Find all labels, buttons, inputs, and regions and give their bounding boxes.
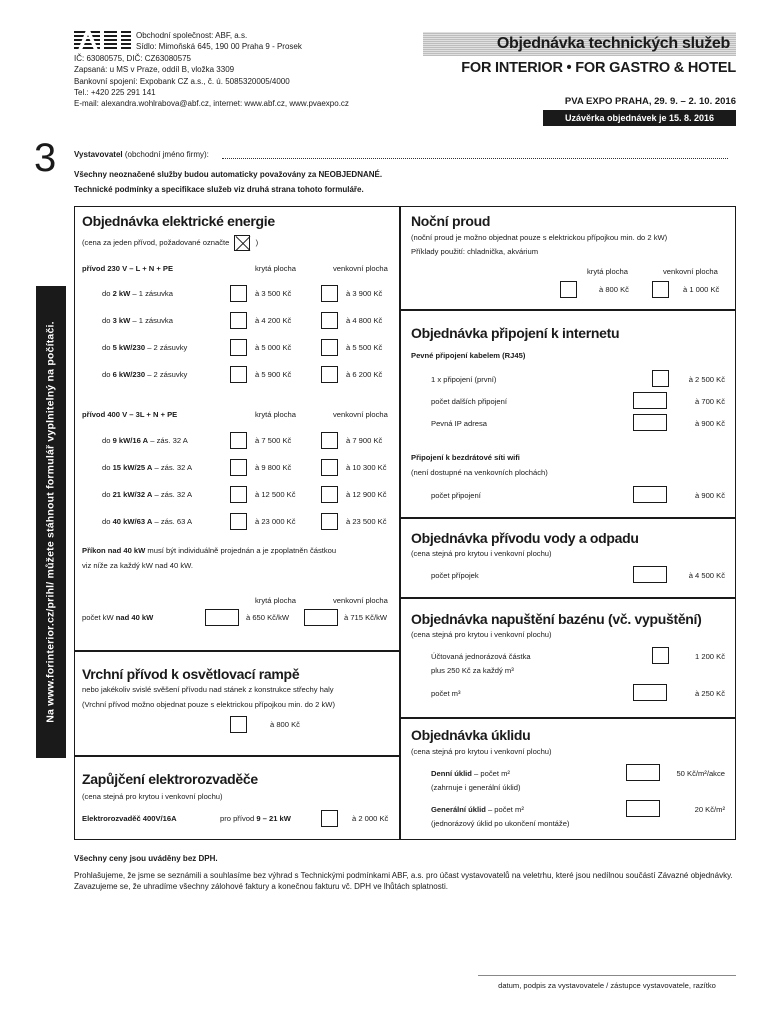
cross-mark-icon <box>234 235 250 251</box>
pool-label2: počet m³ <box>431 689 461 698</box>
daily-label-bold: Denní úklid <box>431 769 472 778</box>
pool-checkbox[interactable] <box>652 647 669 664</box>
water-price: à 4 500 Kč <box>688 571 725 580</box>
kw-outdoor-input[interactable] <box>304 609 338 626</box>
over40-note <box>82 546 336 555</box>
power-outdoor-price: à 3 900 Kč <box>346 289 383 298</box>
power-row-label <box>102 517 192 526</box>
cleaning-hint: (cena stejná pro krytou i venkovní plochu) <box>411 747 552 756</box>
water-title: Objednávka přívodu vody a odpadu <box>411 530 639 546</box>
power-row-label-pre: do <box>102 343 113 352</box>
company-line: Bankovní spojení: Expobank CZ a.s., č. ú. 5085320005/4000 <box>74 76 290 86</box>
declaration-text: Prohlašujeme, že jsme se seznámili a souhlasíme bez výhrad s Technickými podmínkami ABF, a.s. pro účast vystavovatelů na veletrhu, které jsou nedílnou součástí Závazné objednávky. Zavazujeme se, že uhradíme všechny zálohové faktury a konečnou fakturu vč. DPH ve lhůtách splatnosti. <box>74 871 733 891</box>
power-covered-price: à 3 500 Kč <box>255 289 292 298</box>
night-covered-price: à 800 Kč <box>599 285 629 294</box>
power-row-label-rest: – zás. 63 A <box>152 517 193 526</box>
unmarked-note: Všechny neoznačené služby budou automaticky považovány za NEOBJEDNANÉ. <box>74 170 383 179</box>
electric-title: Objednávka elektrické energie <box>82 213 275 229</box>
power-covered-price: à 4 200 Kč <box>255 316 292 325</box>
distributor-for-pre: pro přívod <box>220 814 257 823</box>
internet-extra-input[interactable] <box>633 392 667 409</box>
internet-fixed-label: Pevné připojení kabelem (RJ45) <box>411 351 526 360</box>
company-line: Tel.: +420 225 291 141 <box>74 88 156 98</box>
kw-label-bold: nad 40 kW <box>115 613 154 622</box>
exhibitor-name-field[interactable] <box>222 158 728 159</box>
internet-wifi-label: Připojení k bezdrátové síti wifi <box>411 453 520 462</box>
col-outdoor: venkovní plocha <box>663 267 718 276</box>
power-row-label-bold: 5 kW/230 <box>112 343 146 352</box>
power-row-label-rest: – 1 zásuvka <box>130 289 173 298</box>
power-covered-checkbox[interactable] <box>230 366 247 383</box>
internet-wifi-row-label: počet připojení <box>431 491 481 500</box>
power-covered-checkbox[interactable] <box>230 312 247 329</box>
distributor-title: Zapůjčení elektrorozvaděče <box>82 771 258 787</box>
internet-title: Objednávka připojení k internetu <box>411 325 620 341</box>
pool-line1: Účtovaná jednorázová částka <box>431 652 531 661</box>
kw-over40-label <box>82 613 153 622</box>
form-title: Objednávka technických služeb <box>423 32 736 56</box>
power-row-label <box>102 316 173 325</box>
power-outdoor-price: à 10 300 Kč <box>346 463 387 472</box>
power-row-label-bold: 3 kW <box>112 316 131 325</box>
exhibitor-label-bold: Vystavovatel <box>74 150 123 159</box>
power-outdoor-checkbox[interactable] <box>321 339 338 356</box>
night-covered-checkbox[interactable] <box>560 281 577 298</box>
power-covered-checkbox[interactable] <box>230 486 247 503</box>
internet-wifi-input[interactable] <box>633 486 667 503</box>
power-covered-checkbox[interactable] <box>230 285 247 302</box>
power-row-label-rest: – zás. 32 A <box>152 490 193 499</box>
power-row-label-bold: 21 kW/32 A <box>112 490 153 499</box>
water-label: počet přípojek <box>431 571 479 580</box>
over40-bold: Příkon nad 40 kW <box>82 546 146 555</box>
form-number: 3 <box>34 136 57 180</box>
general-price: 20 Kč/m² <box>694 805 725 814</box>
power-row-label-pre: do <box>102 370 113 379</box>
power-covered-checkbox[interactable] <box>230 459 247 476</box>
night-line2: Příklady použití: chladnička, akvárium <box>411 247 539 256</box>
power-row-label-rest: – zás. 32 A <box>148 436 188 445</box>
distributor-price: à 2 000 Kč <box>352 814 389 823</box>
ramp-panel <box>74 651 400 756</box>
pool-title: Objednávka napuštění bazénu (vč. vypuštění) <box>411 611 702 627</box>
power-outdoor-checkbox[interactable] <box>321 285 338 302</box>
internet-first-checkbox[interactable] <box>652 370 669 387</box>
daily-price: 50 Kč/m²/akce <box>676 769 725 778</box>
distributor-for-bold: 9 – 21 kW <box>256 814 291 823</box>
power-row-label-bold: 15 kW/25 A <box>112 463 153 472</box>
internet-row-price: à 700 Kč <box>695 397 725 406</box>
power-row-label-rest: – 2 zásuvky <box>145 370 188 379</box>
electric-hint-post: ) <box>255 238 259 247</box>
power-outdoor-checkbox[interactable] <box>321 459 338 476</box>
pool-line2: plus 250 Kč za každý m³ <box>431 666 514 675</box>
ramp-price: à 800 Kč <box>270 720 300 729</box>
power-row-label <box>102 370 187 379</box>
col-covered: krytá plocha <box>587 267 628 276</box>
power-row-label <box>102 490 192 499</box>
power-covered-price: à 12 500 Kč <box>255 490 296 499</box>
col-covered: krytá plocha <box>255 264 296 273</box>
distributor-panel <box>74 756 400 840</box>
power-outdoor-price: à 23 500 Kč <box>346 517 387 526</box>
ramp-checkbox[interactable] <box>230 716 247 733</box>
signature-label: datum, podpis za vystavovatele / zástupce vystavovatele, razítko <box>498 981 716 990</box>
pool-panel <box>400 598 736 718</box>
power-outdoor-checkbox[interactable] <box>321 432 338 449</box>
distributor-for <box>220 814 291 823</box>
kw-label-pre: počet kW <box>82 613 116 622</box>
water-panel <box>400 518 736 598</box>
internet-wifi-note: (není dostupné na venkovních plochách) <box>411 468 548 477</box>
daily-label <box>431 769 510 778</box>
pool-hint: (cena stejná pro krytou i venkovní plochu) <box>411 630 552 639</box>
power-row-label <box>102 289 173 298</box>
power-row-label <box>102 436 188 445</box>
deadline-badge: Uzávěrka objednávek je 15. 8. 2016 <box>543 110 736 126</box>
daily-note: (zahrnuje i generální úklid) <box>431 783 521 792</box>
daily-m2-input[interactable] <box>626 764 660 781</box>
distributor-hint: (cena stejná pro krytou i venkovní plochu) <box>82 792 223 801</box>
internet-row-label: počet dalších připojení <box>431 397 507 406</box>
company-line: Zapsaná: u MS v Praze, oddíl B, vložka 3309 <box>74 65 235 75</box>
electric-panel <box>74 206 400 651</box>
distributor-checkbox[interactable] <box>321 810 338 827</box>
night-line1: (noční proud je možno objednat pouze s elektrickou přípojkou min. do 2 kW) <box>411 233 668 242</box>
form-subtitle: FOR INTERIOR • FOR GASTRO & HOTEL <box>461 60 736 76</box>
vat-note: Všechny ceny jsou uváděny bez DPH. <box>74 854 218 863</box>
exhibitor-label-rest: (obchodní jméno firmy): <box>122 150 209 159</box>
general-label <box>431 805 524 814</box>
internet-wifi-price: à 900 Kč <box>695 491 725 500</box>
power-row-label-pre: do <box>102 436 113 445</box>
night-panel <box>400 206 736 310</box>
water-input[interactable] <box>633 566 667 583</box>
power-covered-price: à 23 000 Kč <box>255 517 296 526</box>
company-line: Obchodní společnost: ABF, a.s. <box>136 31 248 40</box>
power-covered-checkbox[interactable] <box>230 339 247 356</box>
group-400v-label: přívod 400 V – 3L + N + PE <box>82 410 178 419</box>
group-230v-label: přívod 230 V – L + N + PE <box>82 264 174 273</box>
power-row-label-pre: do <box>102 463 113 472</box>
power-row-label-bold: 40 kW/63 A <box>112 517 153 526</box>
col-outdoor: venkovní plocha <box>333 264 388 273</box>
power-covered-price: à 7 500 Kč <box>255 436 292 445</box>
power-outdoor-checkbox[interactable] <box>321 513 338 530</box>
over40-note-2: viz níže za každý kW nad 40 kW. <box>82 561 193 570</box>
sidebar-download-text: Na www.forinterior.cz/prihl/ můžete stáhnout formulář vyplnitelný na počítači. <box>44 321 57 723</box>
internet-row-label: 1 x připojení (první) <box>431 375 497 384</box>
col-outdoor: venkovní plocha <box>333 410 388 419</box>
internet-row-label: Pevná IP adresa <box>431 419 488 428</box>
pool-price2: à 250 Kč <box>695 689 725 698</box>
power-covered-checkbox[interactable] <box>230 432 247 449</box>
over40-rest: musí být individuálně projednán a je zpoplatněn částkou <box>145 546 337 555</box>
power-row-label-pre: do <box>102 517 113 526</box>
ramp-title: Vrchní přívod k osvětlovací rampě <box>82 666 300 682</box>
general-label-bold: Generální úklid <box>431 805 486 814</box>
general-note: (jednorázový úklid po ukončení montáže) <box>431 819 570 828</box>
company-line: IČ: 63080575, DIČ: CZ63080575 <box>74 53 191 63</box>
power-row-label-bold: 2 kW <box>112 289 131 298</box>
power-row-label-rest: – zás. 32 A <box>152 463 193 472</box>
power-row-label <box>102 463 192 472</box>
kw-outdoor-price: à 715 Kč/kW <box>344 613 388 622</box>
night-title: Noční proud <box>411 213 491 229</box>
power-row-label-rest: – 2 zásuvky <box>145 343 188 352</box>
company-line: Sídlo: Mimoňská 645, 190 00 Praha 9 - Prosek <box>136 42 302 52</box>
internet-row-price: à 900 Kč <box>695 419 725 428</box>
distributor-label: Elektrorozvaděč 400V/16A <box>82 814 177 823</box>
ramp-line1: nebo jakékoliv svislé svěšení přívodu nad stánek z konstrukce střechy haly <box>82 685 334 694</box>
power-outdoor-price: à 7 900 Kč <box>346 436 383 445</box>
water-hint: (cena stejná pro krytou i venkovní plochu) <box>411 549 552 558</box>
power-covered-checkbox[interactable] <box>230 513 247 530</box>
power-row-label-pre: do <box>102 490 113 499</box>
power-covered-price: à 5 000 Kč <box>255 343 292 352</box>
power-row-label-pre: do <box>102 289 113 298</box>
power-outdoor-price: à 6 200 Kč <box>346 370 383 379</box>
power-outdoor-price: à 5 500 Kč <box>346 343 383 352</box>
col-outdoor: venkovní plocha <box>333 596 388 605</box>
internet-row-price: à 2 500 Kč <box>688 375 725 384</box>
pool-m3-input[interactable] <box>633 684 667 701</box>
power-row-label-pre: do <box>102 316 113 325</box>
kw-covered-price: à 650 Kč/kW <box>246 613 290 622</box>
sidebar-banner <box>36 286 66 758</box>
power-row-label-bold: 6 kW/230 <box>112 370 146 379</box>
expo-dates: PVA EXPO PRAHA, 29. 9. – 2. 10. 2016 <box>564 96 736 107</box>
exhibitor-label <box>74 150 209 160</box>
power-covered-price: à 5 900 Kč <box>255 370 292 379</box>
power-covered-price: à 9 800 Kč <box>255 463 292 472</box>
power-outdoor-checkbox[interactable] <box>321 366 338 383</box>
company-line: E-mail: alexandra.wohlrabova@abf.cz, internet: www.abf.cz, www.pvaexpo.cz <box>74 99 349 109</box>
kw-covered-input[interactable] <box>205 609 239 626</box>
internet-panel <box>400 310 736 518</box>
power-row-label-rest: – 1 zásuvka <box>130 316 173 325</box>
power-outdoor-checkbox[interactable] <box>321 486 338 503</box>
cleaning-title: Objednávka úklidu <box>411 727 531 743</box>
internet-ip-input[interactable] <box>633 414 667 431</box>
power-row-label-bold: 9 kW/16 A <box>112 436 149 445</box>
col-covered: krytá plocha <box>255 596 296 605</box>
electric-hint <box>82 235 258 251</box>
col-covered: krytá plocha <box>255 410 296 419</box>
power-outdoor-price: à 4 800 Kč <box>346 316 383 325</box>
conditions-note: Technické podmínky a specifikace služeb viz druhá strana tohoto formuláře. <box>74 185 364 194</box>
general-m2-input[interactable] <box>626 800 660 817</box>
electric-hint-pre: (cena za jeden přívod, požadované označte <box>82 238 230 247</box>
power-outdoor-checkbox[interactable] <box>321 312 338 329</box>
power-outdoor-price: à 12 900 Kč <box>346 490 387 499</box>
cleaning-panel <box>400 718 736 840</box>
night-outdoor-price: à 1 000 Kč <box>683 285 720 294</box>
night-outdoor-checkbox[interactable] <box>652 281 669 298</box>
ramp-line2: (Vrchní přívod možno objednat pouze s elektrickou přípojkou min. do 2 kW) <box>82 700 335 709</box>
pool-price1: 1 200 Kč <box>695 652 725 661</box>
general-label-rest: – počet m² <box>485 805 524 814</box>
power-row-label <box>102 343 187 352</box>
signature-line[interactable] <box>478 975 736 976</box>
company-info <box>74 30 404 110</box>
daily-label-rest: – počet m² <box>471 769 510 778</box>
